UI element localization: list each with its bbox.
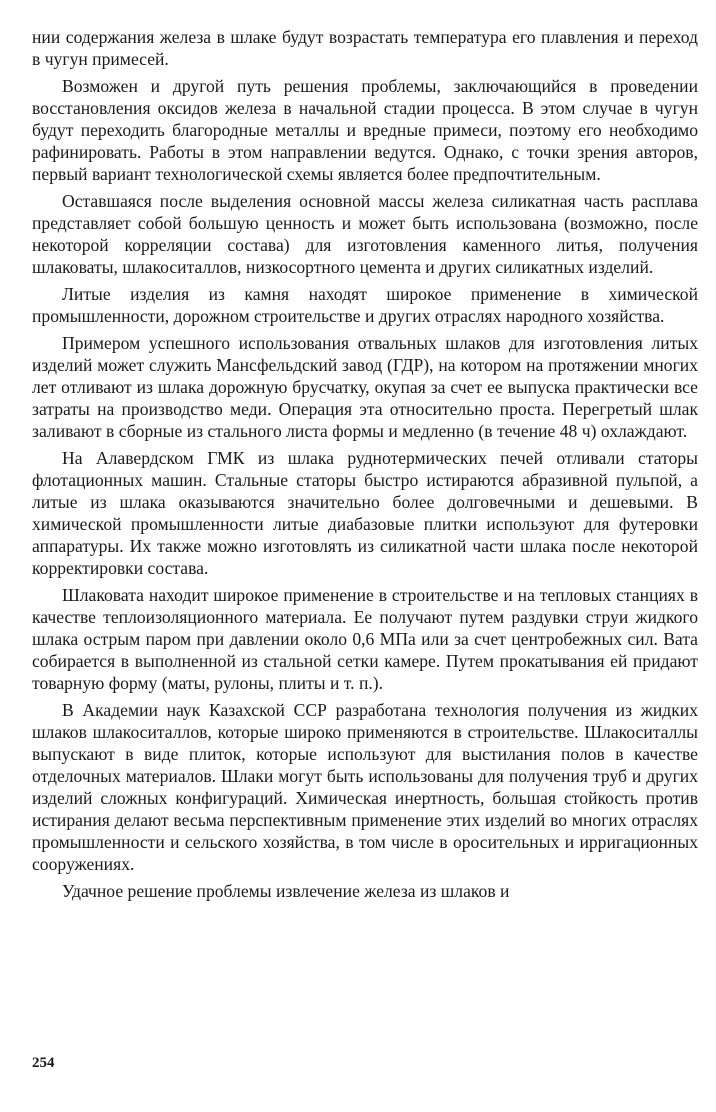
paragraph-3: Оставшаяся после выделения основной массы железа силикатная часть расплава представляет собой большую ценность и может быть использована (возможно, после некоторой корреляции состава) для изготовления каменного литья, получения шлаковаты, шлакоситаллов, низкосортного цемента и других силикатных изделий. — [32, 191, 698, 277]
page-body — [32, 26, 698, 907]
paragraph-6: На Алавердском ГМК из шлака руднотермических печей отливали статоры флотационных машин. Стальные статоры быстро истираются абразивной пульпой, а литые из шлака оказываются значительно более долговечными и дешевыми. В химической промышленности литые диабазовые плитки используют для футеровки аппаратуры. Их также можно изготовлять из силикатной части шлака после некоторой корректировки состава. — [32, 448, 698, 578]
paragraph-2: Возможен и другой путь решения проблемы, заключающийся в проведении восстановления оксидов железа в начальной стадии процесса. В этом случае в чугун будут переходить благородные металлы и вредные примеси, поэтому его необходимо рафинировать. Работы в этом направлении ведутся. Однако, с точки зрения авторов, первый вариант технологической схемы является более предпочтительным. — [32, 76, 698, 184]
page-number: 254 — [32, 1055, 55, 1071]
paragraph-1: нии содержания железа в шлаке будут возрастать температура его плавления и переход в чугун примесей. — [32, 27, 698, 69]
paragraph-9: Удачное решение проблемы извлечение железа из шлаков и — [62, 881, 510, 901]
paragraph-5: Примером успешного использования отвальных шлаков для изготовления литых изделий может служить Мансфельдский завод (ГДР), на котором на протяжении многих лет отливают из шлака дорожную брусчатку, окупая за счет ее выпуска практически все затраты на производство меди. Операция эта относительно проста. Перегретый шлак заливают в сборные из стального листа формы и медленно (в течение 48 ч) охлаждают. — [32, 333, 698, 441]
paragraph-4: Литые изделия из камня находят широкое применение в химической промышленности, дорожном строительстве и других отраслях народного хозяйства. — [32, 284, 698, 326]
paragraph-7: Шлаковата находит широкое применение в строительстве и на тепловых станциях в качестве теплоизоляционного материала. Ее получают путем раздувки струи жидкого шлака острым паром при давлении около 0,6 МПа или за счет центробежных сил. Вата собирается в выполненной из стальной сетки камере. Путем прокатывания ей придают товарную форму (маты, рулоны, плиты и т. п.). — [32, 585, 698, 693]
paragraph-8: В Академии наук Казахской ССР разработана технология получения из жидких шлаков шлакоситаллов, которые широко применяются в строительстве. Шлакоситаллы выпускают в виде плиток, которые используют для выстилания полов в качестве отделочных материалов. Шлаки могут быть использованы для получения труб и других изделий сложных конфигураций. Химическая инертность, большая стойкость против истирания делают весьма перспективным применение этих изделий во многих отраслях промышленности и сельского хозяйства, в том числе в оросительных и ирригационных сооружениях. — [32, 700, 698, 874]
